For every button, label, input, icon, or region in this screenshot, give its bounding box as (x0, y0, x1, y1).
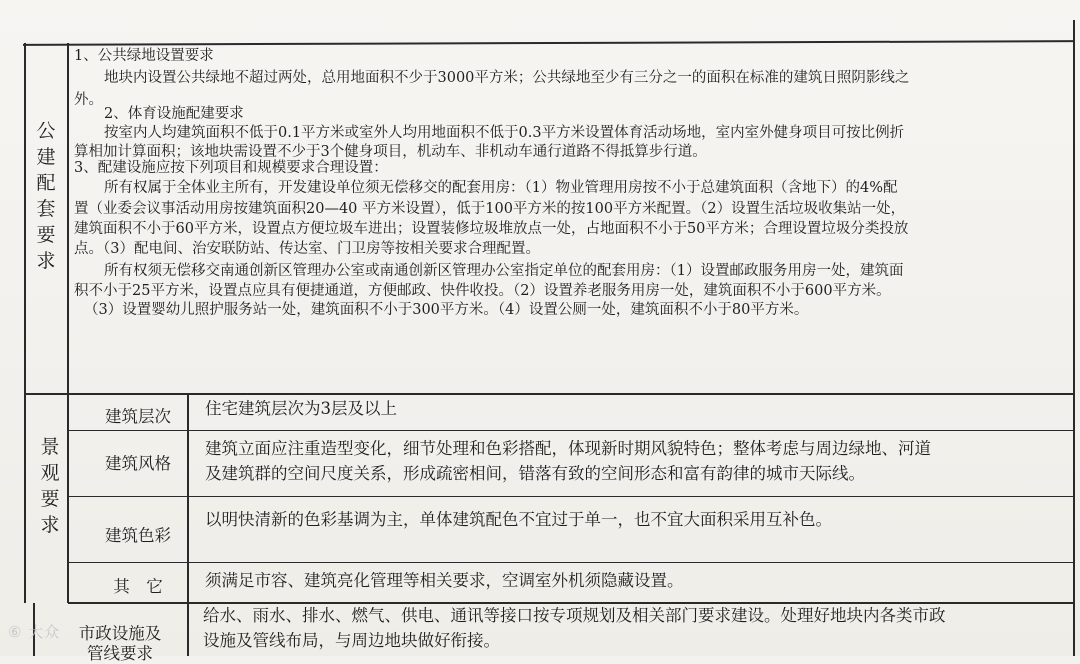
table-left-border (24, 43, 26, 603)
municipal-text-1: 给水、雨水、排水、燃气、供电、通讯等接口按专项规划及相关部门要求建设。处理好地块内各类市政 (203, 606, 946, 625)
row-divider-2 (68, 496, 1074, 497)
municipal-title-line-2: 管线要求 (87, 644, 153, 663)
pf-line-9: 置（业委会议事活动用房按建筑面积20—40 平方米设置），低于100平方米的按100平方米配置。（2）设置生活垃圾收集站一处， (74, 201, 906, 217)
title-column-divider (67, 43, 69, 603)
pf-line-5: 按室内人均建筑面积不低于0.1平方米或室外人均用地面积不低于0.3平方米设置体育活动场地，室内室外健身项目可按比例折 (104, 125, 905, 141)
pf-line-2: 地块内设置公共绿地不超过两处，总用地面积不少于3000平方米；公共绿地至少有三分之一的面积在标准的建筑日照阴影线之 (104, 70, 910, 86)
landscape-text-other: 须满足市容、建筑亮化管理等相关要求，空调室外机须隐藏设置。 (205, 571, 684, 590)
municipal-title-line-1: 市政设施及 (78, 624, 162, 643)
pf-line-6: 算相加计算面积；该地块需设置不少于3个健身项目，机动车、非机动车通行道路不得抵算步行道。 (74, 144, 707, 160)
pf-line-4: 2、体育设施配建要求 (104, 106, 244, 122)
pf-line-11: 点。（3）配电间、治安联防站、传达室、门卫房等按相关要求合理配置。 (74, 241, 540, 257)
landscape-label-architectural-style: 建筑风格 (105, 454, 171, 473)
pf-line-10: 建筑面积不小于60平方米，设置点方便垃圾车进出；设置装修垃圾堆放点一处，占地面积不小于50平方米；合理设置垃圾分类投放 (74, 221, 909, 237)
pf-line-3: 外。 (74, 92, 103, 108)
watermark: ⑥ 大众 (8, 623, 61, 641)
landscape-text-building-color: 以明快清新的色彩基调为主，单体建筑配色不宜过于单一，也不宜大面积采用互补色。 (205, 510, 832, 529)
public-facilities-title: 公建配套要求 (36, 120, 56, 272)
pf-line-8: 所有权属于全体业主所有，开发建设单位须无偿移交的配套用房：（1）物业管理用房按不小于总建筑面积（含地下）的4%配 (104, 180, 898, 196)
landscape-text-style-1: 建筑立面应注重造型变化，细节处理和色彩搭配，体现新时期风貌特色；整体考虑与周边绿地、河道 (205, 439, 931, 458)
landscape-text-style-2: 及建筑群的空间尺度关系，形成疏密相间，错落有致的空间形态和富有韵律的城市天际线。 (205, 464, 865, 483)
section-divider-1 (25, 393, 1074, 395)
pf-line-13: 积不小于25平方米，设置点应具有便捷通道，方便邮政、快件收投。（2）设置养老服务用房一处，建筑面积不小于600平方米。 (74, 283, 891, 299)
pf-line-14: （3）设置婴幼儿照护服务站一处，建筑面积不小于300平方米。（4）设置公厕一处，建筑面积不小于80平方米。 (84, 302, 809, 318)
row-divider-3 (68, 562, 1074, 563)
pf-line-1: 1、公共绿地设置要求 (74, 48, 214, 64)
landscape-title: 景观要求 (40, 436, 60, 536)
pf-line-12: 所有权须无偿移交南通创新区管理办公室或南通创新区管理办公室指定单位的配套用房：（1）设置邮政服务用房一处，建筑面 (104, 263, 904, 279)
pf-line-7: 3、配建设施应按下列项目和规模要求合理设置： (74, 160, 388, 176)
table-right-border (1073, 20, 1075, 656)
landscape-label-other: 其 它 (113, 577, 163, 596)
landscape-label-building-color: 建筑色彩 (105, 526, 171, 545)
row-divider-1 (68, 430, 1074, 431)
municipal-text-2: 设施及管线布局，与周边地块做好衔接。 (203, 631, 500, 650)
landscape-text-building-height: 住宅建筑层次为3层及以上 (205, 399, 397, 418)
landscape-label-building-height: 建筑层次 (105, 407, 171, 426)
